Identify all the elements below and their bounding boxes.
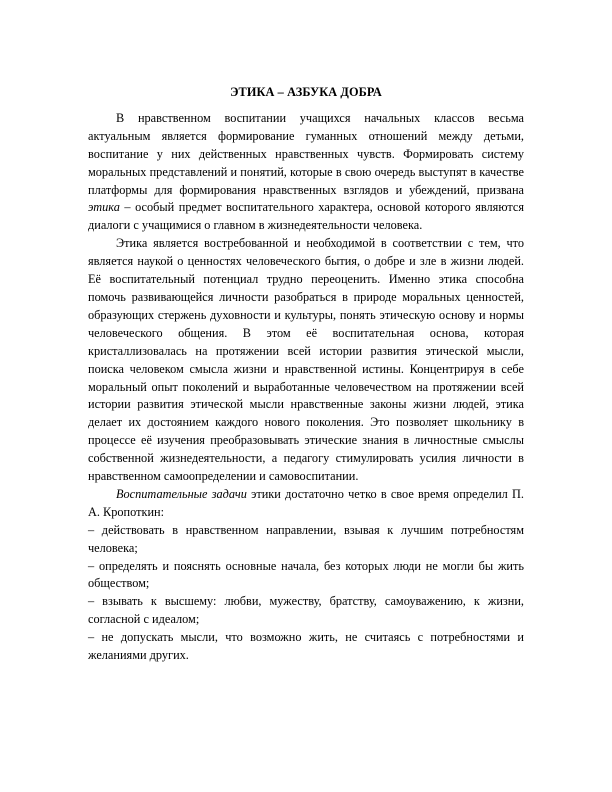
paragraph-tasks bbox=[88, 486, 524, 522]
paragraph-intro bbox=[88, 110, 524, 235]
document-page bbox=[88, 84, 524, 665]
list-item: – действовать в нравственном направлении, взывая к лучшим потребностям человека; bbox=[88, 522, 524, 555]
paragraph-intro-text-before: В нравственном воспитании учащихся начальных классов весьма актуальным является формирование гуманных отношений между детьми, воспитание у них действенных нравственных чувств. Формировать систему моральных представлений и понятий, которые в свою очередь выступят в качестве платформы для формирования нравственных взглядов и убеждений, призвана bbox=[88, 110, 524, 197]
paragraph-ethics-value: Этика является востребованной и необходимой в соответствии с тем, что является наукой о ценностях человеческого бытия, о добре и зле в жизни людей. Её воспитательный потенциал трудно переоценить. Именно этика способна помочь развивающейся личности разобраться в природе моральных ценностей, образующих стержень духовности и культуры, понять этическую основу и нормы человеческого общения. В этом её воспитательная основа, которая кристаллизовалась на протяжении всей истории развития этической мысли, поиска человеком смысла жизни и нравственной истины. Концентрируя в себе моральный опыт поколений и выработанные человечеством на протяжении всей истории развития этической мысли нравственные законы жизни людей, этика делает их достоянием каждого нового поколения. Это позволяет школьнику в процессе её изучения преобразовывать этические знания в личностные смыслы собственной жизнедеятельности, а педагогу стимулировать усилия личности в нравственном самоопределении и самовоспитании. bbox=[88, 236, 524, 484]
list-item: – определять и пояснять основные начала, без которых люди не могли бы жить обществом; bbox=[88, 558, 524, 591]
list-item: – взывать к высшему: любви, мужеству, братству, самоуважению, к жизни, согласной с идеалом; bbox=[88, 594, 524, 627]
document-title: ЭТИКА – АЗБУКА ДОБРА bbox=[230, 85, 382, 99]
emphasis-etika: этика bbox=[88, 200, 120, 215]
paragraph-intro-text-after: – особый предмет воспитательного характера, основой которого являются диалоги с учащимися о главном в жизнедеятельности человека. bbox=[88, 200, 524, 233]
list-item: – не допускать мысли, что возможно жить, не считаясь с потребностями и желаниями других. bbox=[88, 630, 524, 663]
emphasis-tasks: Воспитательные задачи bbox=[116, 486, 247, 501]
paragraph-tasks-text: этики достаточно четко в свое время определил П. А. Кропоткин: bbox=[88, 486, 524, 519]
